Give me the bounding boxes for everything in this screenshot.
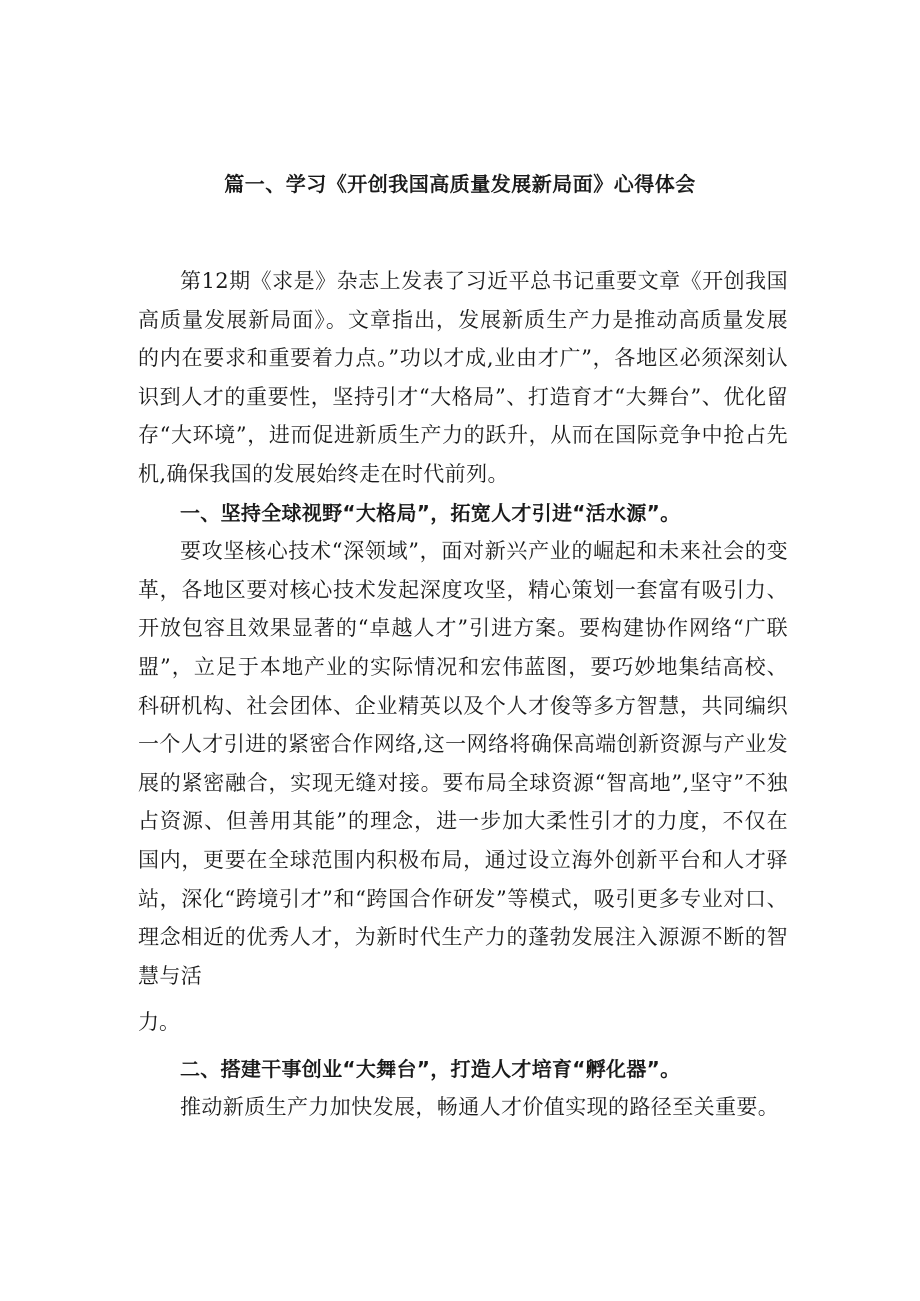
section-2-paragraph: 推动新质生产力加快发展，畅通人才价值实现的路径至关重要。	[180, 1095, 780, 1120]
document-title: 篇一、学习《开创我国高质量发展新局面》心得体会	[224, 172, 696, 196]
document-body	[138, 262, 788, 1127]
section-1-paragraph-tail: 力。	[138, 1010, 180, 1035]
section-2-heading: 二、搭建干事创业“大舞台”，打造人才培育“孵化器”。	[180, 1056, 681, 1081]
section-1-paragraph: 要攻坚核心技术“深领域”，面对新兴产业的崛起和未来社会的变革，各地区要对核心技术发起深度攻坚，精心策划一套富有吸引力、开放包容且效果显著的“卓越人才”引进方案。要构建协作网络“广联盟”，立足于本地产业的实际情况和宏伟蓝图，要巧妙地集结高校、科研机构、社会团体、企业精英以及个人才俊等多方智慧，共同编织一个人才引进的紧密合作网络,这一网络将确保高端创新资源与产业发展的紧密融合，实现无缝对接。要布局全球资源“智高地”,坚守”不独占资源、但善用其能”的理念，进一步加大柔性引才的力度，不仅在国内，更要在全球范围内积极布局，通过设立海外创新平台和人才驿站，深化“跨境引才”和“跨国合作研发”等模式，吸引更多专业对口、理念相近的优秀人才，为新时代生产力的蓬勃发展注入源源不断的智慧与活	[138, 539, 788, 988]
section-1-heading: 一、坚持全球视野“大格局”，拓宽人才引进“活水源”。	[180, 500, 681, 525]
intro-paragraph: 第12期《求是》杂志上发表了习近平总书记重要文章《开创我国高质量发展新局面》。文章指出，发展新质生产力是推动高质量发展的内在要求和重要着力点。”功以才成,业由才广”，各地区必须深刻认识到人才的重要性，坚持引才“大格局”、打造育才“大舞台”、优化留存“大环境”，进而促进新质生产力的跃升，从而在国际竞争中抢占先机,确保我国的发展始终走在时代前列。	[138, 269, 788, 486]
